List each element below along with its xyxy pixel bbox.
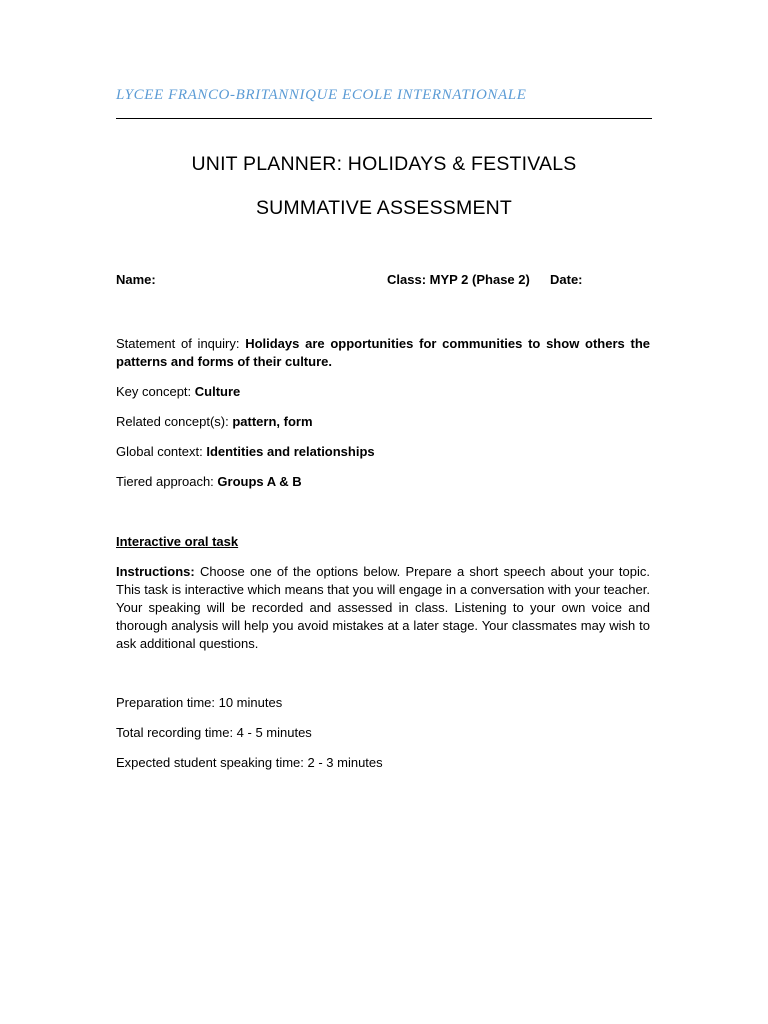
task-heading: Interactive oral task [116, 534, 239, 549]
global-context-label: Global context: [116, 444, 207, 459]
instructions-label: Instructions: [116, 564, 195, 579]
speaking-time: Expected student speaking time: 2 - 3 minutes [116, 755, 383, 770]
preparation-time: Preparation time: 10 minutes [116, 695, 283, 710]
instructions-text: Choose one of the options below. Prepare a short speech about your topic. This task is interactive which means that you will engage in a conversation with your teacher. Your speaking will be recorded and assessed in class. Listening to your own voice and thorough analysis will help you avoid mistakes at a later stage. Your classmates may wish to ask additional questions. [116, 564, 650, 651]
key-concept [116, 383, 240, 401]
page-subtitle: SUMMATIVE ASSESSMENT [255, 197, 513, 219]
related-concepts-label: Related concept(s): [116, 414, 233, 429]
global-context [116, 443, 375, 461]
tiered-label: Tiered approach: [116, 474, 218, 489]
recording-time: Total recording time: 4 - 5 minutes [116, 725, 312, 740]
key-concept-label: Key concept: [116, 384, 195, 399]
statement-label: Statement of inquiry: [116, 336, 246, 351]
related-concepts-value: pattern, form [232, 414, 313, 429]
tiered-value: Groups A & B [217, 474, 302, 489]
name-label: Name: [116, 272, 156, 287]
tiered-approach [116, 473, 302, 491]
statement-of-inquiry [116, 335, 650, 371]
statement-value: Holidays are opportunities for communities to show others the patterns and forms of their culture. [116, 336, 650, 369]
related-concepts [116, 413, 313, 431]
class-label: Class: MYP 2 (Phase 2) [387, 272, 530, 287]
date-label: Date: [550, 272, 583, 287]
task-instructions [116, 563, 650, 653]
global-context-value: Identities and relationships [206, 444, 375, 459]
key-concept-value: Culture [194, 384, 241, 399]
header-divider [116, 118, 652, 119]
school-name: LYCEE FRANCO-BRITANNIQUE ECOLE INTERNATIONALE [116, 87, 527, 103]
page-title: UNIT PLANNER: HOLIDAYS & FESTIVALS [191, 153, 577, 175]
